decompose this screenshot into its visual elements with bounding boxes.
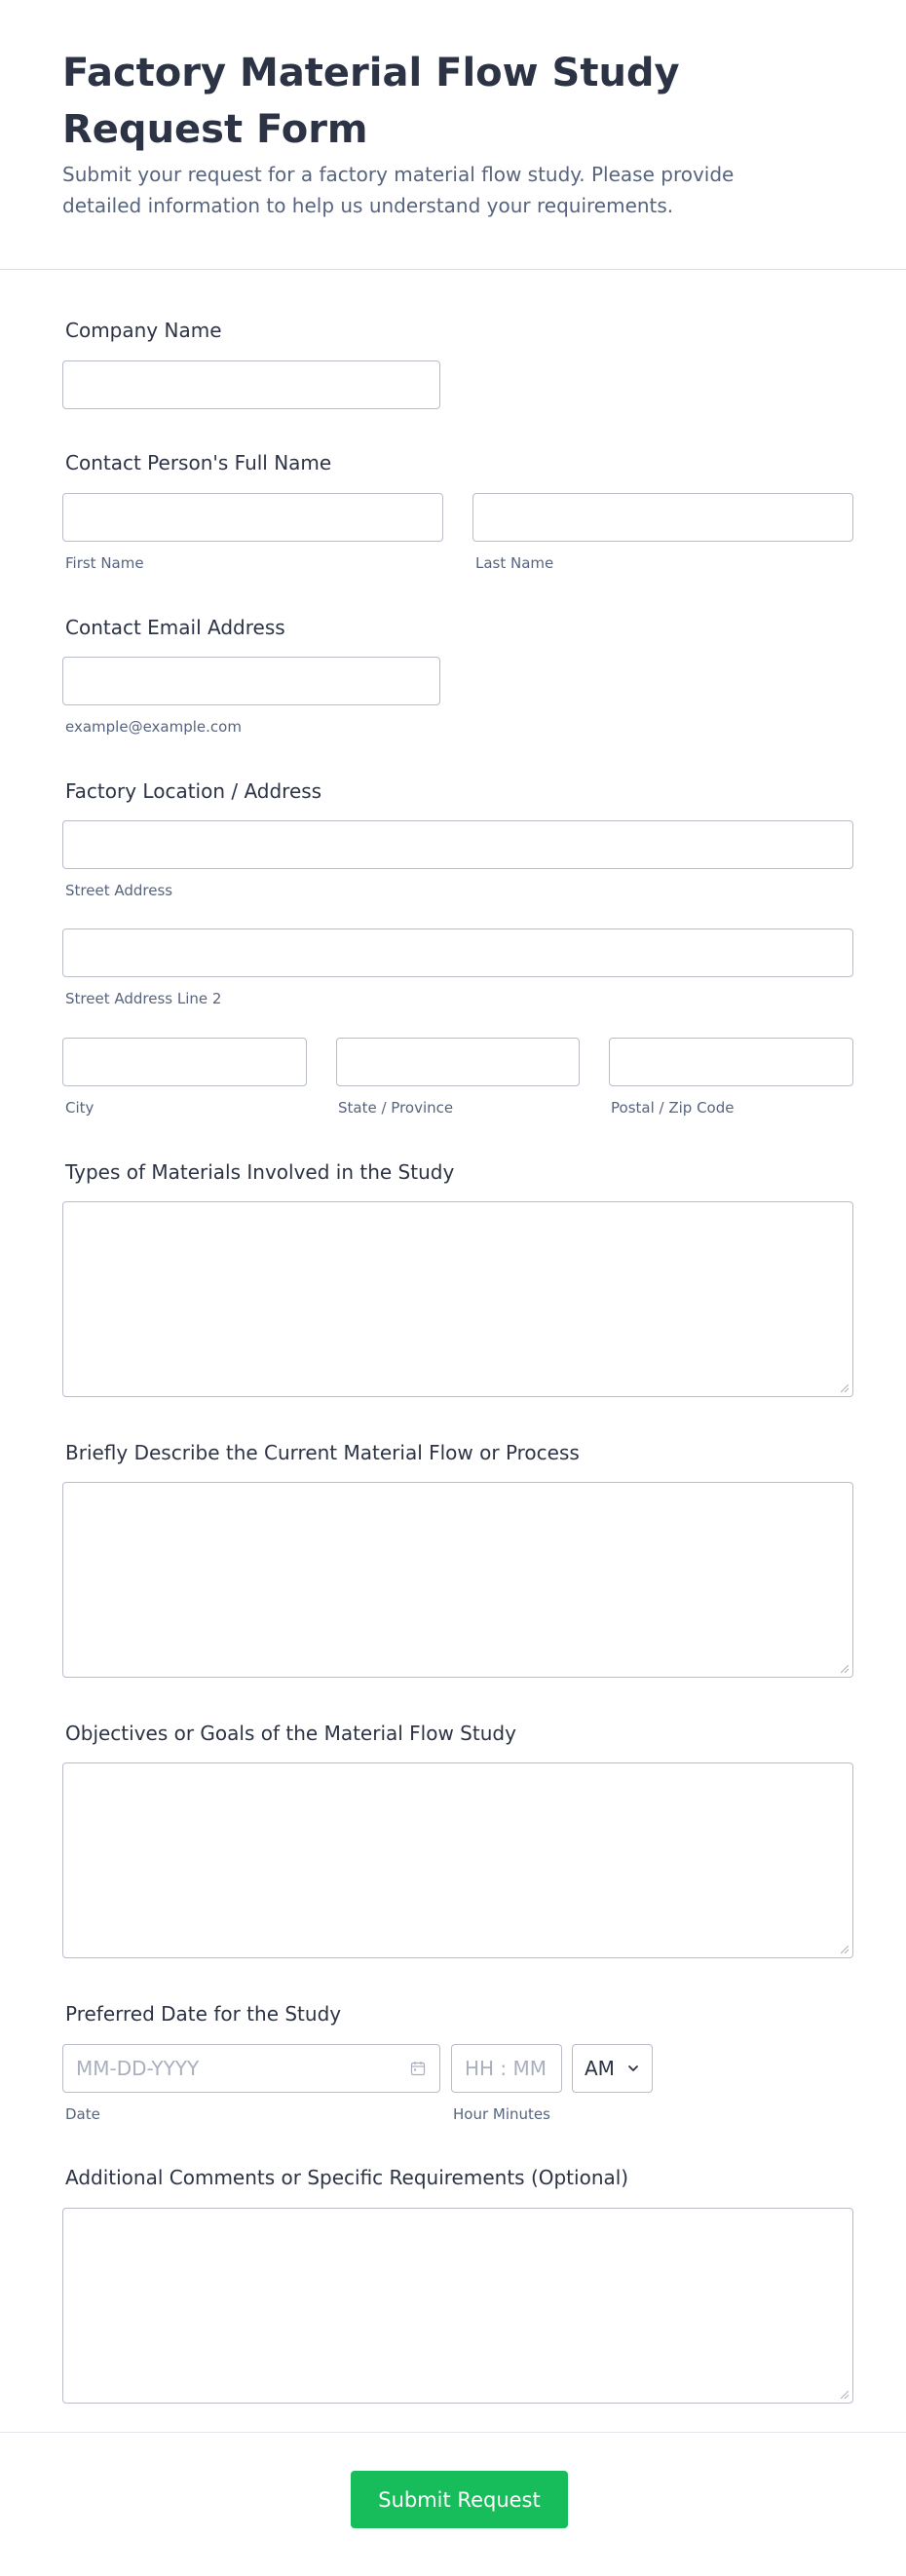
time-input[interactable] — [451, 2044, 562, 2093]
resize-grip-icon[interactable] — [841, 1665, 849, 1673]
time-placeholder: HH : MM — [465, 2057, 547, 2080]
objectives-textarea[interactable] — [62, 1762, 853, 1958]
objectives-label: Objectives or Goals of the Material Flow Study — [65, 1722, 516, 1745]
chevron-down-icon — [626, 2062, 640, 2075]
company-name-label: Company Name — [65, 319, 222, 342]
address-label: Factory Location / Address — [65, 779, 322, 803]
email-input[interactable] — [62, 657, 440, 705]
city-input[interactable] — [62, 1038, 307, 1086]
last-name-input[interactable] — [472, 493, 853, 542]
current-flow-textarea[interactable] — [62, 1482, 853, 1678]
submit-button[interactable]: Submit Request — [351, 2471, 568, 2528]
state-sublabel: State / Province — [338, 1099, 454, 1117]
resize-grip-icon[interactable] — [841, 2391, 849, 2399]
ampm-value: AM — [585, 2057, 615, 2080]
email-sublabel: example@example.com — [65, 718, 242, 736]
street-address-input[interactable] — [62, 820, 853, 869]
zip-sublabel: Postal / Zip Code — [611, 1099, 735, 1117]
page-title: Factory Material Flow Study Request Form — [62, 51, 680, 152]
first-name-sublabel: First Name — [65, 554, 144, 572]
first-name-input[interactable] — [62, 493, 443, 542]
form-header — [0, 0, 906, 270]
email-label: Contact Email Address — [65, 616, 285, 639]
street-address-line2-sublabel: Street Address Line 2 — [65, 990, 222, 1007]
date-input[interactable] — [62, 2044, 440, 2093]
zip-input[interactable] — [609, 1038, 853, 1086]
current-flow-label: Briefly Describe the Current Material Flow or Process — [65, 1441, 580, 1464]
materials-textarea[interactable] — [62, 1201, 853, 1397]
materials-label: Types of Materials Involved in the Study — [65, 1160, 455, 1184]
state-input[interactable] — [336, 1038, 580, 1086]
city-sublabel: City — [65, 1099, 94, 1117]
preferred-date-label: Preferred Date for the Study — [65, 2002, 342, 2026]
comments-textarea[interactable] — [62, 2208, 853, 2404]
company-name-input[interactable] — [62, 360, 440, 409]
ampm-select[interactable] — [572, 2044, 653, 2093]
page-subtitle: Submit your request for a factory material flow study. Please provide detailed information to help us understand your requirements. — [62, 163, 735, 217]
street-address-line2-input[interactable] — [62, 928, 853, 977]
resize-grip-icon[interactable] — [841, 1384, 849, 1392]
date-sublabel: Date — [65, 2105, 100, 2123]
date-placeholder: MM-DD-YYYY — [76, 2057, 200, 2080]
comments-label: Additional Comments or Specific Requirements (Optional) — [65, 2166, 629, 2189]
time-sublabel: Hour Minutes — [453, 2105, 550, 2123]
last-name-sublabel: Last Name — [475, 554, 554, 572]
calendar-icon[interactable] — [410, 2061, 426, 2076]
resize-grip-icon[interactable] — [841, 1946, 849, 1953]
contact-name-label: Contact Person's Full Name — [65, 451, 332, 474]
street-address-sublabel: Street Address — [65, 882, 173, 899]
